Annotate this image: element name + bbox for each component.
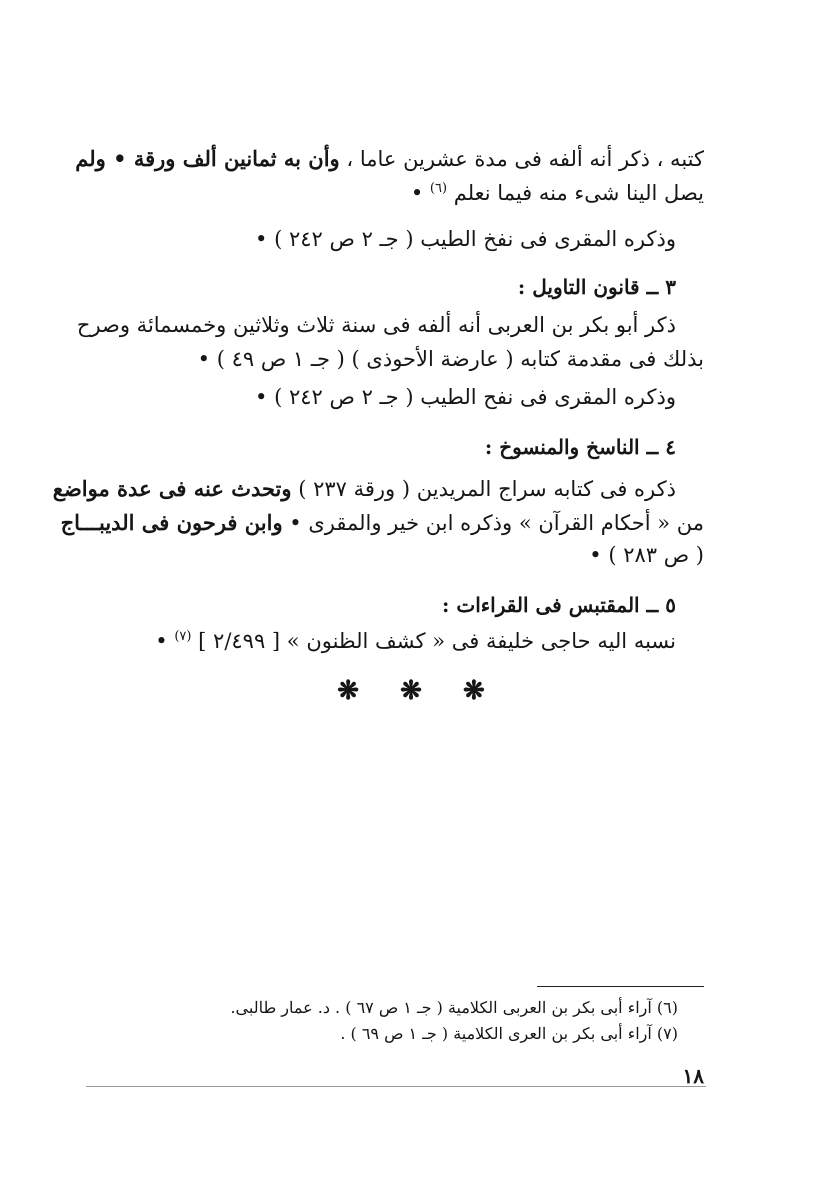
body-line-8 (60, 508, 704, 538)
footnote-7: (٧) آراء أبى بكر بن العرى الكلامية ( جـ ١ ص ٦٩ ) . (340, 1024, 678, 1043)
body-line-10-text: نسبه اليه حاجى خليفة فى « كشف الظنون » [ ٢/٤٩٩ ] (198, 629, 676, 653)
footnote-ref-7: (٧) (174, 629, 192, 644)
body-line-9: ( ص ٢٨٣ ) • (589, 543, 704, 567)
body-line-1 (75, 144, 704, 174)
body-line-10 (155, 626, 676, 656)
footnote-ref-6: (٦) (429, 181, 448, 196)
body-line-8-part-a: من « أحكام القرآن » وذكره ابن خير والمقرى • (282, 511, 704, 535)
body-line-7 (52, 474, 676, 504)
body-line-8-part-b: وابن فرحون فى الديبـــاج (60, 510, 283, 535)
body-line-1-part-b: وأن به ثمانين ألف ورقة • ولم (75, 146, 340, 171)
body-line-7-part-a: ذكره فى كتابه سراج المريدين ( ورقة ٢٣٧ ) (291, 477, 676, 501)
body-line-5: بذلك فى مقدمة كتابه ( عارضة الأحوذى ) ( جـ ١ ص ٤٩ ) • (197, 347, 704, 371)
body-line-10-end: • (155, 629, 175, 653)
body-line-2 (411, 178, 704, 208)
body-line-3: وذكره المقرى فى نفخ الطيب ( جـ ٢ ص ٢٤٢ ) • (255, 227, 676, 251)
body-line-7-part-b: وتحدث عنه فى عدة مواضع (52, 476, 292, 501)
footnote-6: (٦) آراء أبى بكر بن العربى الكلامية ( جـ ١ ص ٦٧ ) . د. عمار طالبى. (230, 998, 678, 1017)
page-number: ١٨ (682, 1064, 704, 1088)
footnote-separator (537, 986, 704, 987)
section-divider-stars: ❋ ❋ ❋ (337, 676, 501, 706)
body-line-6: وذكره المقرى فى نفح الطيب ( جـ ٢ ص ٢٤٢ ) • (255, 385, 676, 409)
section-heading-4: ٤ ــ الناسخ والمنسوخ : (484, 435, 676, 459)
body-line-2-end: • (410, 181, 430, 205)
section-heading-5: ٥ ــ المقتبس فى القراءات : (442, 593, 676, 617)
body-line-1-part-a: كتبه ، ذكر أنه ألفه فى مدة عشرين عاما ، (339, 147, 704, 171)
body-line-2-text: يصل الينا شىء منه فيما نعلم (453, 181, 704, 205)
section-heading-3: ٣ ــ قانون التاويل : (517, 275, 676, 299)
page-bottom-rule (86, 1086, 706, 1087)
body-line-4: ذكر أبو بكر بن العربى أنه ألفه فى سنة ثلاث وثلاثين وخمسمائة وصرح (76, 313, 676, 337)
